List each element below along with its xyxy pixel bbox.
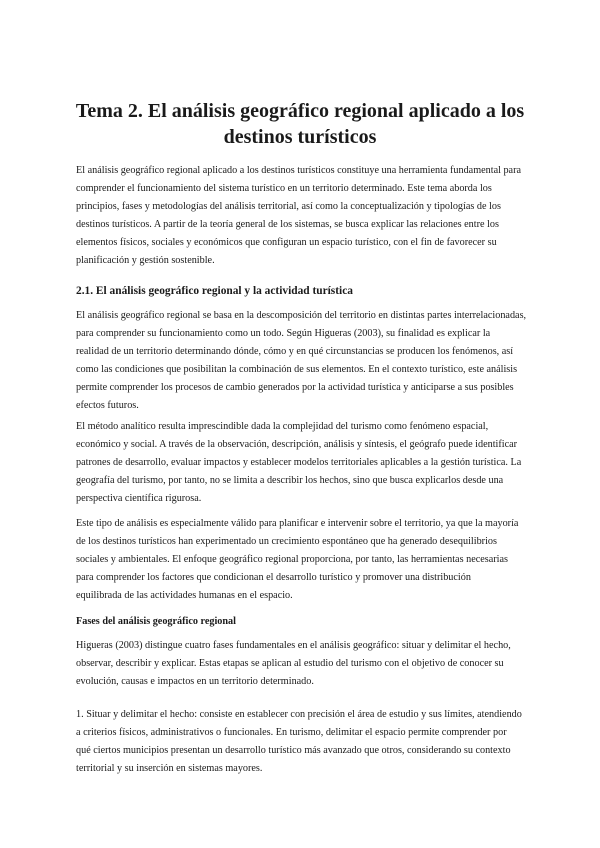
text-line: perspectiva científica rigurosa.: [76, 493, 202, 504]
text-line: Higueras (2003) distingue cuatro fases fundamentales en el análisis geográfico: situar y delimitar el hecho,: [76, 640, 511, 651]
text-line: a criterios físicos, administrativos o funcionales. En turismo, delimitar el espacio permite comprender por: [76, 727, 507, 738]
text-line: como las condiciones que posibilitan la combinación de sus elementos. En el contexto turístico, este análisis: [76, 364, 518, 375]
title-line-2: destinos turísticos: [223, 126, 377, 148]
text-line: para comprender los factores que condicionan el desarrollo turístico y promover una distribución: [76, 572, 471, 583]
text-line: sociales y ambientales. El enfoque geográfico regional proporciona, por tanto, las herramientas necesarias: [76, 554, 508, 565]
text-line: equilibrada de las actividades humanas en el espacio.: [76, 590, 293, 601]
text-line: económico y social. A través de la observación, descripción, análisis y síntesis, el geógrafo puede identificar: [76, 439, 518, 450]
text-line: Este tipo de análisis es especialmente válido para planificar e intervenir sobre el territorio, ya que la mayoría: [76, 518, 519, 529]
text-line: principios, fases y metodologías del análisis territorial, así como la conceptualización y tipologías de los: [76, 201, 501, 212]
text-line: destinos turísticos. A partir de la teoría general de los sistemas, se busca explicar las relaciones entre los: [76, 219, 499, 230]
section-2-1-paragraph-3: [76, 515, 532, 605]
text-line: El análisis geográfico regional aplicado a los destinos turísticos constituye una herramienta fundamental para: [76, 165, 521, 176]
text-line: de los destinos turísticos han experimentado un crecimiento espontáneo que ha generado desequilibrios: [76, 536, 497, 547]
intro-paragraph: [76, 162, 532, 270]
text-line: patrones de desarrollo, evaluar impactos y establecer modelos territoriales aplicables a la gestión turística. La: [76, 457, 522, 468]
text-line: efectos futuros.: [76, 400, 139, 411]
text-line: realidad de un territorio determinando dónde, cómo y en qué circunstancias se producen los fenómenos, así: [76, 346, 514, 357]
text-line: territorial y su inserción en sistemas mayores.: [76, 763, 263, 774]
text-line: El método analítico resulta imprescindible dada la complejidad del turismo como fenómeno espacial,: [76, 421, 489, 432]
text-line: planificación y gestión sostenible.: [76, 255, 215, 266]
text-line: evolución, causas e impactos en un territorio determinado.: [76, 676, 314, 687]
text-line: observar, describir y explicar. Estas etapas se aplican al estudio del turismo con el objetivo de conocer su: [76, 658, 504, 669]
text-line: El análisis geográfico regional se basa en la descomposición del territorio en distintas partes interrelacionadas,: [76, 310, 527, 321]
text-line: qué ciertos municipios presentan un desarrollo turístico más avanzado que otros, considerando su contexto: [76, 745, 511, 756]
text-line: comprender el funcionamiento del sistema turístico en un territorio determinado. Este tema aborda los: [76, 183, 492, 194]
text-line: 1. Situar y delimitar el hecho: consiste en establecer con precisión el área de estudio y sus límites, atendiendo: [76, 709, 522, 720]
text-line: elementos físicos, sociales y económicos que configuran un espacio turístico, con el fin de favorecer su: [76, 237, 497, 248]
document-title: [60, 98, 540, 150]
section-2-1-paragraph-1: [76, 307, 532, 415]
phases-paragraph-2: [76, 706, 532, 778]
section-2-1-paragraph-2: [76, 418, 532, 508]
text-line: para comprender su funcionamiento como un todo. Según Higueras (2003), su finalidad es explicar la: [76, 328, 491, 339]
phases-heading: Fases del análisis geográfico regional: [76, 616, 236, 627]
text-line: geografía del turismo, por tanto, no se limita a describir los hechos, sino que busca explicarlos desde una: [76, 475, 504, 486]
section-heading-2-1: 2.1. El análisis geográfico regional y la actividad turística: [76, 285, 353, 297]
title-line-1: Tema 2. El análisis geográfico regional aplicado a los: [75, 100, 525, 122]
text-line: permite comprender los procesos de cambio generados por la actividad turística y anticiparse a sus posibles: [76, 382, 514, 393]
phases-paragraph-1: [76, 637, 532, 691]
